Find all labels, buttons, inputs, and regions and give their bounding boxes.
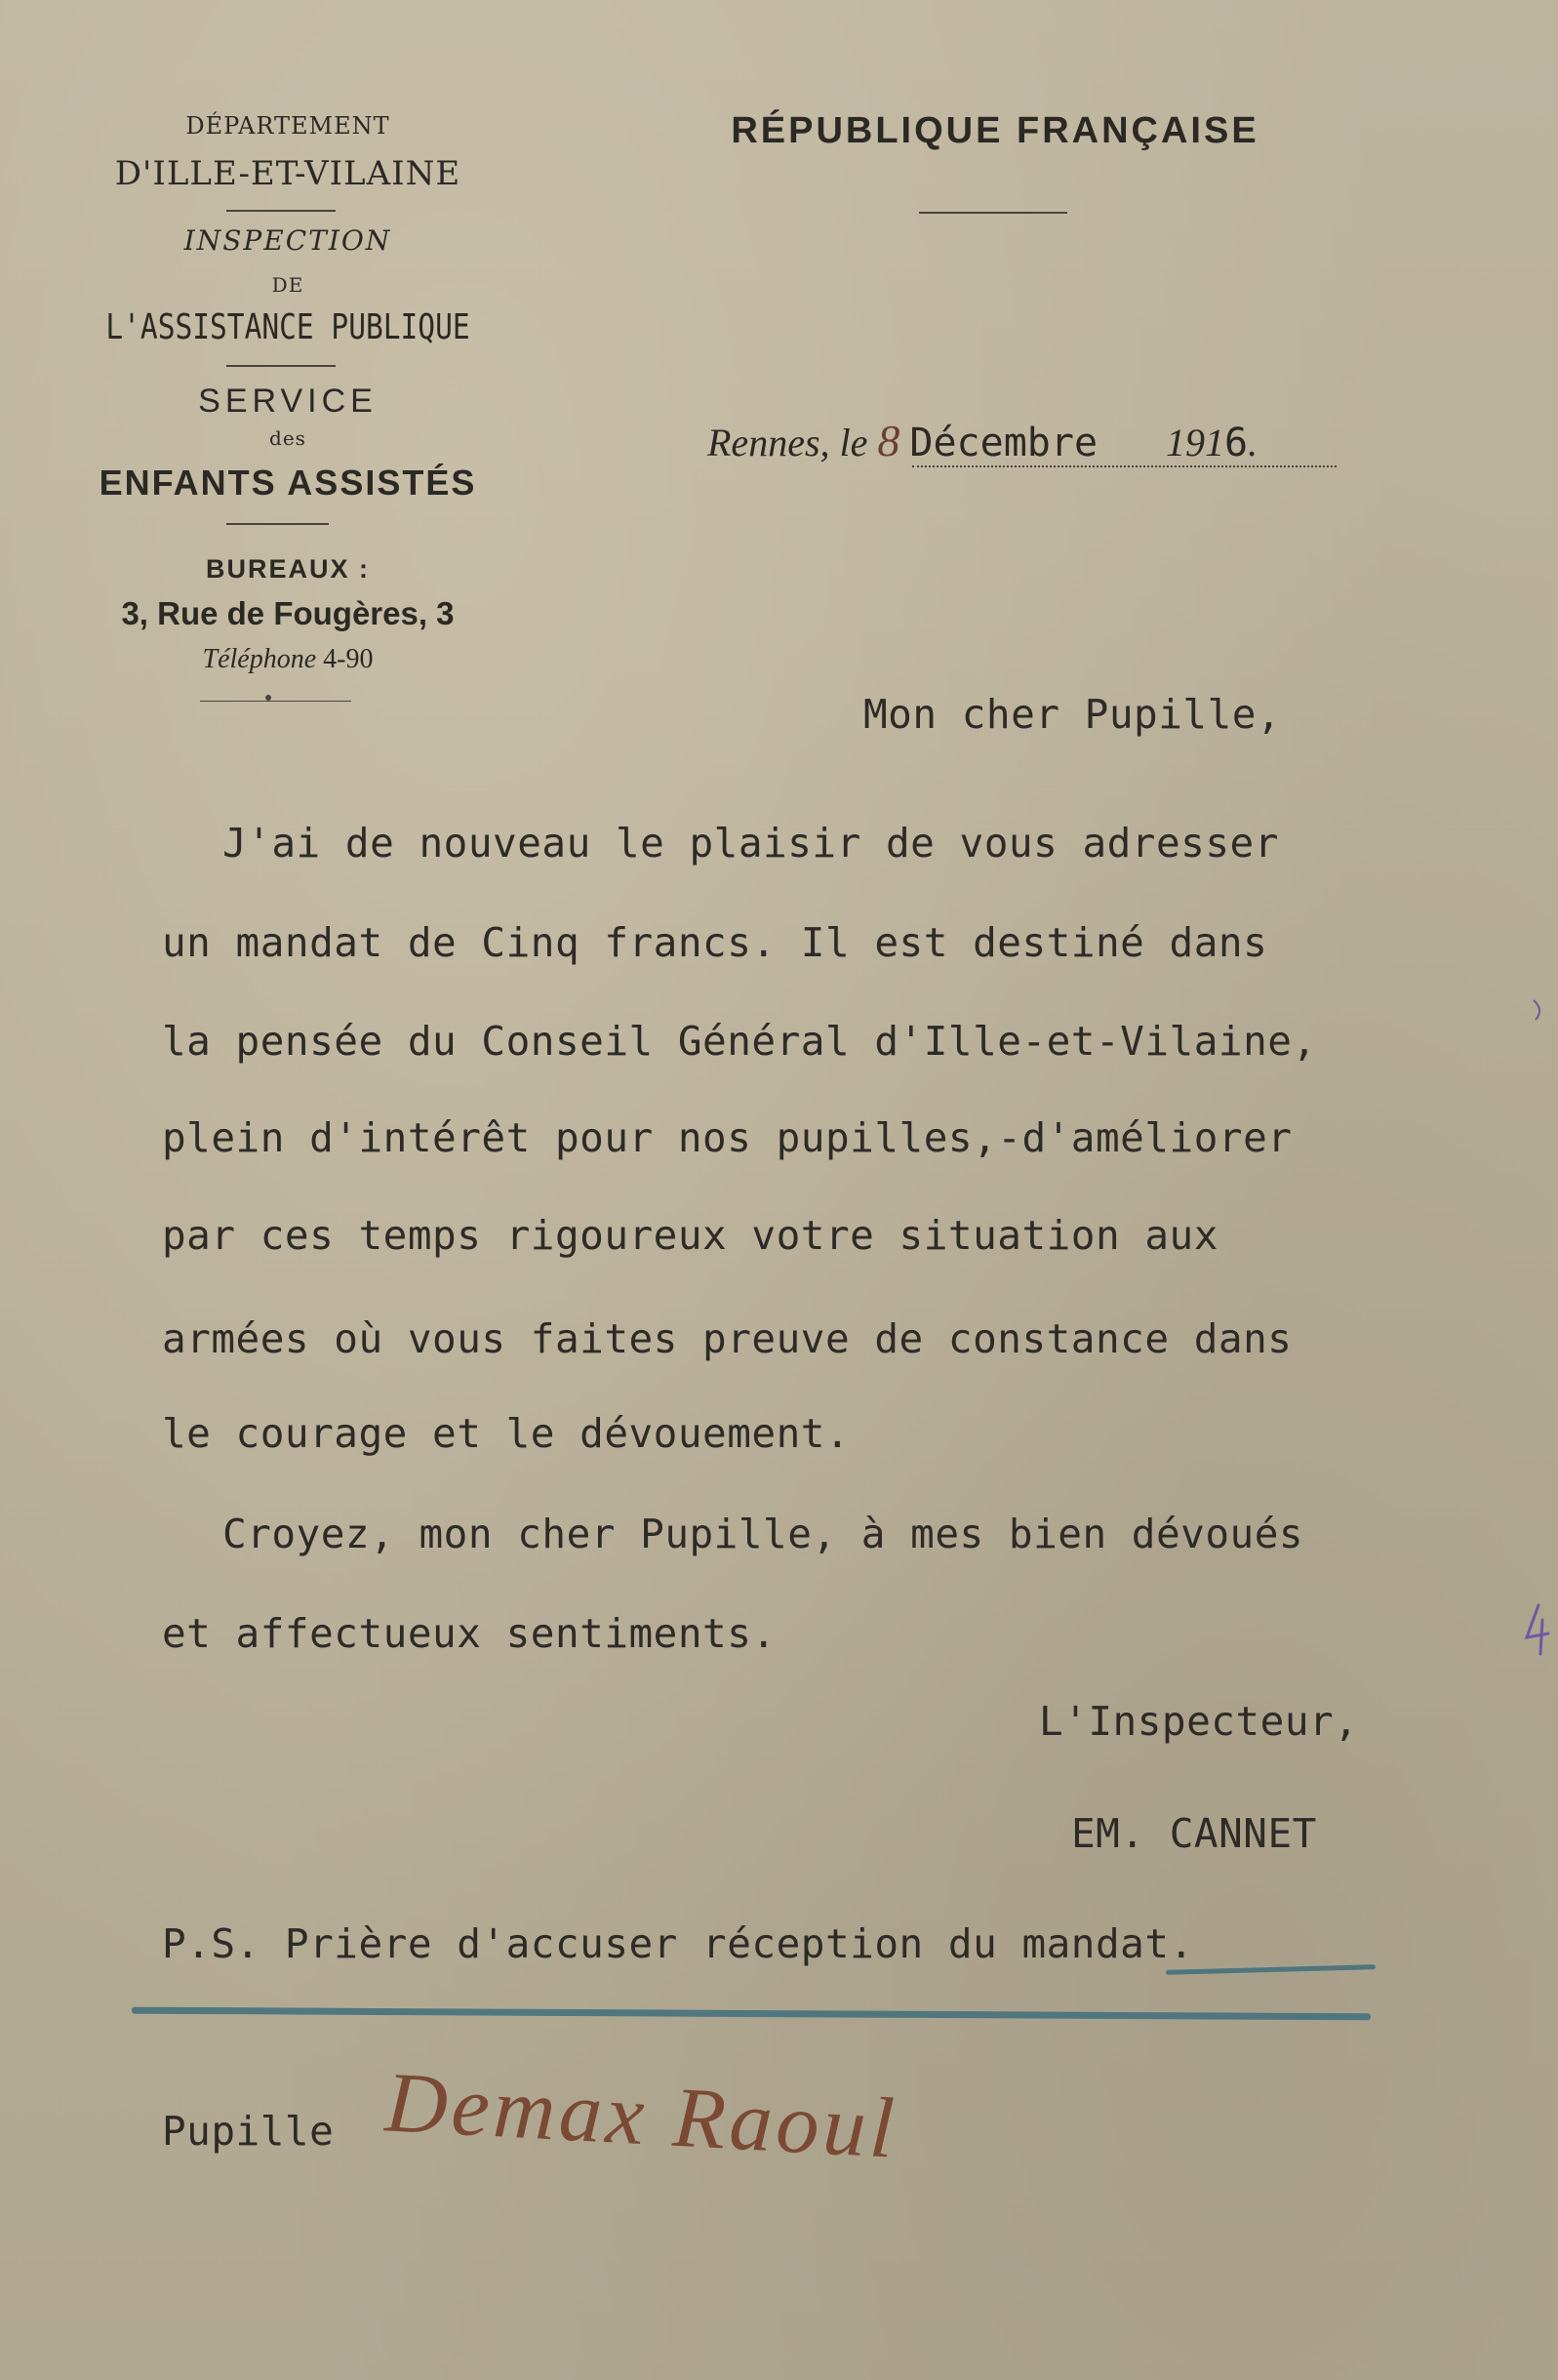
letterhead-ornament-dot — [265, 695, 271, 701]
signature-title: L'Inspecteur, — [1039, 1698, 1359, 1745]
margin-tick-icon — [1530, 995, 1554, 1025]
letterhead-telephone — [49, 644, 527, 675]
date-period: . — [1248, 421, 1258, 464]
date-line — [707, 415, 1258, 466]
letterhead-rule — [226, 365, 336, 367]
letterhead-inspection: INSPECTION — [183, 224, 392, 257]
letterhead-rule — [226, 523, 329, 525]
letterhead-address: 3, Rue de Fougères, 3 — [121, 595, 455, 631]
body-line: J'ai de nouveau le plaisir de vous adresser — [222, 820, 1279, 867]
date-year-suffix: 6 — [1224, 421, 1249, 465]
blue-pencil-rule — [132, 2007, 1371, 2021]
body-line: la pensée du Conseil Général d'Ille-et-Vilaine, — [162, 1018, 1317, 1065]
letterhead-assistance-publique: L'ASSISTANCE PUBLIQUE — [105, 307, 470, 347]
body-line: par ces temps rigoureux votre situation aux — [162, 1212, 1218, 1259]
letterhead-enfants-assistes: ENFANTS ASSISTÉS — [99, 463, 477, 503]
date-year-prefix: 191 — [1166, 421, 1225, 464]
blue-pencil-underline-mandat — [1166, 1964, 1376, 1975]
body-line: le courage et le dévouement. — [162, 1410, 851, 1457]
salutation: Mon cher Pupille, — [863, 691, 1282, 738]
telephone-label: Téléphone — [202, 644, 317, 674]
letterhead-de: DE — [271, 273, 304, 297]
heading-rule — [919, 212, 1067, 214]
date-month: Décembre — [909, 421, 1099, 465]
signature-name: EM. CANNET — [1071, 1810, 1317, 1857]
letterhead-rule — [226, 210, 336, 212]
margin-pencil-mark-icon — [1517, 1600, 1556, 1659]
pupil-label: Pupille — [162, 2108, 335, 2155]
letterhead-bureaux: BUREAUX : — [205, 554, 370, 584]
republique-francaise-heading: RÉPUBLIQUE FRANÇAISE — [731, 110, 1259, 151]
closing-line: Croyez, mon cher Pupille, à mes bien dévoués — [222, 1511, 1304, 1557]
body-line: armées où vous faites preuve de constance dans — [162, 1315, 1293, 1362]
letterhead-service: SERVICE — [198, 383, 378, 420]
date-place: Rennes, le — [707, 421, 868, 464]
postscript: P.S. Prière d'accuser réception du mandat. — [162, 1920, 1194, 1967]
pupil-name-handwritten: Demax Raoul — [382, 2055, 900, 2177]
closing-line: et affectueux sentiments. — [162, 1610, 777, 1657]
letterhead-ille-et-vilaine: D'ILLE-ET-VILAINE — [114, 154, 461, 193]
body-line: plein d'intérêt pour nos pupilles,-d'améliorer — [162, 1114, 1293, 1161]
body-line: un mandat de Cinq francs. Il est destiné dans — [162, 919, 1268, 966]
telephone-number: 4-90 — [323, 644, 374, 674]
date-day: 8 — [877, 416, 900, 465]
letterhead-des: des — [269, 426, 306, 450]
date-underline — [912, 465, 1337, 467]
letterhead-departement: DÉPARTEMENT — [185, 112, 390, 140]
letterhead-ornament-rule — [200, 701, 351, 702]
